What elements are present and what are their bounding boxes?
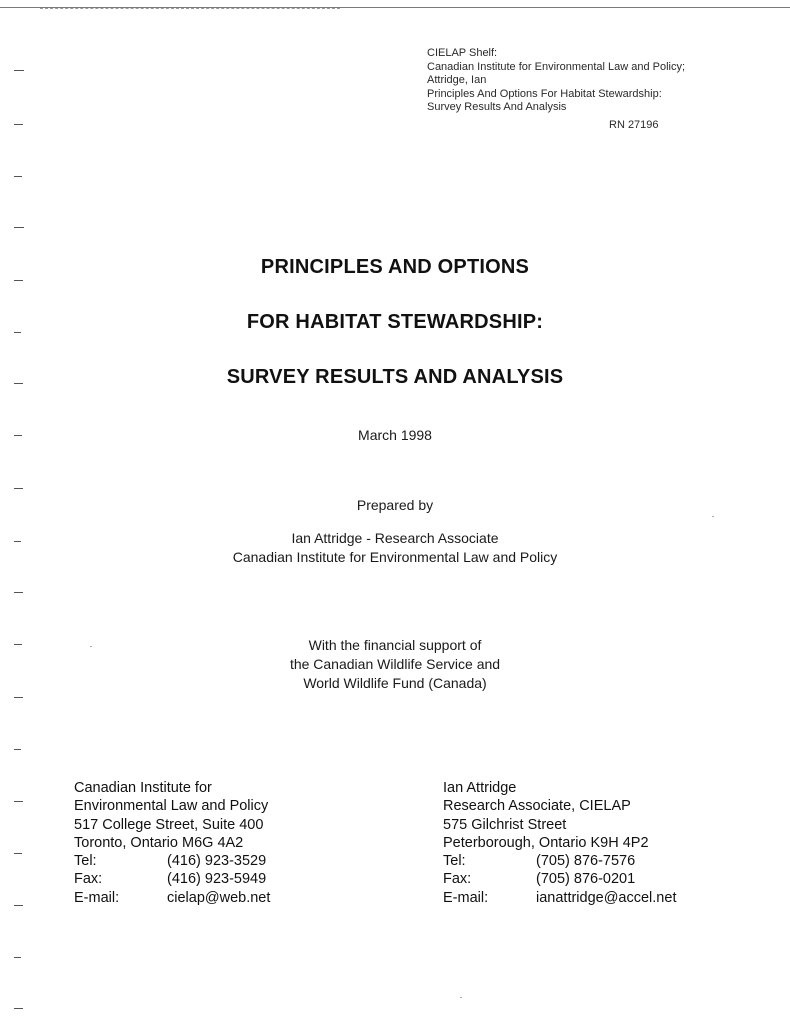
shelf-line: CIELAP Shelf: xyxy=(427,47,498,59)
address-line: Peterborough, Ontario K9H 4P2 xyxy=(443,834,649,851)
fax-value: (705) 876-0201 xyxy=(536,871,636,888)
support-line: World Wildlife Fund (Canada) xyxy=(303,675,487,691)
document-title-line-1: PRINCIPLES AND OPTIONS xyxy=(260,256,530,278)
document-date xyxy=(0,426,790,445)
scan-top-border-dashes xyxy=(40,8,340,9)
shelf-line: Principles And Options For Habitat Stewardship: xyxy=(427,87,662,100)
fax-label: Fax: xyxy=(443,871,472,888)
email-value: cielap@web.net xyxy=(167,889,271,906)
contact-block-cielap xyxy=(74,779,270,907)
address-line: Canadian Institute for xyxy=(74,780,212,796)
author-name: Ian Attridge - Research Associate xyxy=(291,530,499,546)
address-line: Ian Attridge xyxy=(443,780,517,796)
tel-label: Tel: xyxy=(443,853,466,870)
address-line: Environmental Law and Policy xyxy=(74,798,269,815)
tel-value: (416) 923-3529 xyxy=(167,853,267,870)
library-shelf-label xyxy=(427,47,685,132)
address-line: Toronto, Ontario M6G 4A2 xyxy=(74,834,244,851)
financial-support-block xyxy=(0,636,790,693)
email-row xyxy=(74,889,270,907)
fax-value: (416) 923-5949 xyxy=(167,871,267,888)
shelf-line: Attridge, Ian xyxy=(427,74,487,86)
email-label: E-mail: xyxy=(443,889,489,906)
address-line: Research Associate, CIELAP xyxy=(443,798,631,815)
support-line: With the financial support of xyxy=(308,637,482,653)
document-title-line-2: FOR HABITAT STEWARDSHIP: xyxy=(246,311,544,333)
fax-row xyxy=(74,870,270,888)
prepared-by-block xyxy=(0,496,790,567)
shelf-line: Canadian Institute for Environmental Law and Policy; xyxy=(427,60,686,73)
document-title-line-3: SURVEY RESULTS AND ANALYSIS xyxy=(226,366,564,388)
email-value: ianattridge@accel.net xyxy=(536,889,677,906)
email-row xyxy=(443,889,676,907)
telephone-row xyxy=(74,852,270,870)
fax-row xyxy=(443,870,676,888)
tel-value: (705) 876-7576 xyxy=(536,853,636,870)
author-organization: Canadian Institute for Environmental Law and Policy xyxy=(232,549,558,565)
address-line: 575 Gilchrist Street xyxy=(443,816,567,833)
email-label: E-mail: xyxy=(74,889,120,906)
date-text: March 1998 xyxy=(358,427,432,443)
tel-label: Tel: xyxy=(74,853,97,870)
fax-label: Fax: xyxy=(74,871,103,888)
telephone-row xyxy=(443,852,676,870)
contact-block-author xyxy=(443,779,676,907)
address-line: 517 College Street, Suite 400 xyxy=(74,816,264,833)
support-line: the Canadian Wildlife Service and xyxy=(289,656,501,672)
shelf-reference-number: RN 27196 xyxy=(609,118,659,131)
scan-speck xyxy=(460,997,462,998)
shelf-line: Survey Results And Analysis xyxy=(427,101,567,113)
prepared-by-label: Prepared by xyxy=(356,497,434,513)
